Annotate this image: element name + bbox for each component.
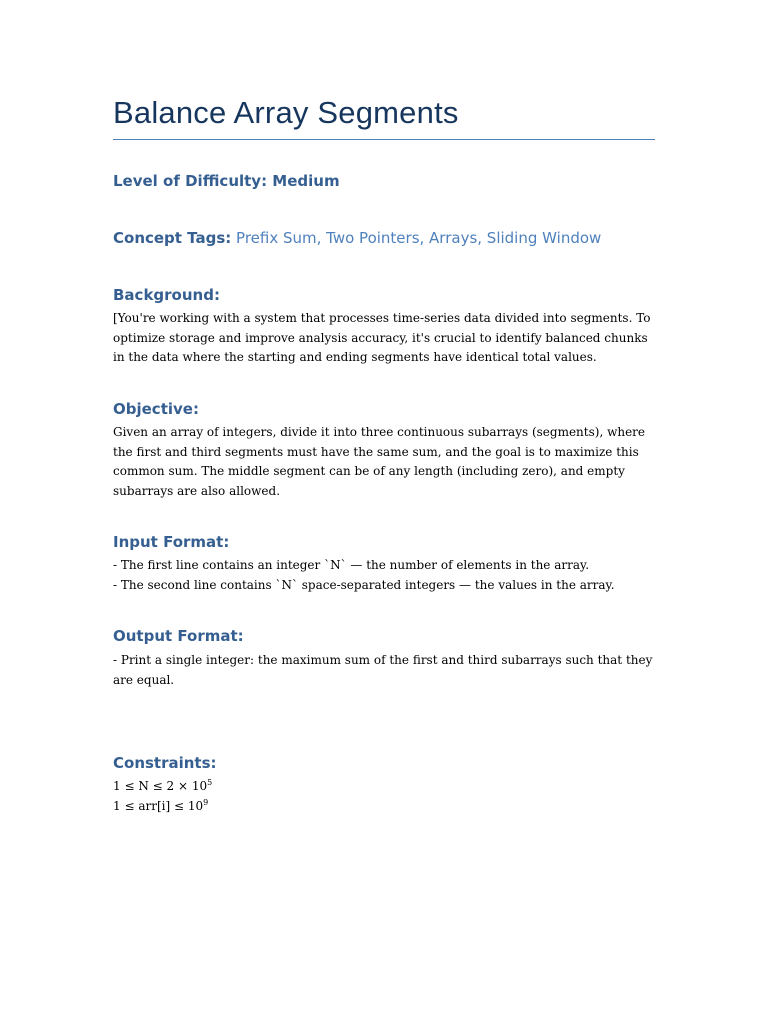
concept-tags-value: Prefix Sum, Two Pointers, Arrays, Sliding Window — [231, 229, 602, 247]
background-heading: Background: — [113, 286, 220, 304]
background-paragraph: [You're working with a system that processes time-series data divided into segments. To optimize storage and improve analysis accuracy, it's crucial to identify balanced chunks in the data where the starting and ending segments have identical total values. — [113, 311, 651, 364]
background-text — [113, 309, 658, 368]
constraint-n-exponent: 5 — [207, 778, 213, 787]
objective-heading: Objective: — [113, 400, 199, 418]
document-title: Balance Array Segments — [113, 95, 459, 130]
constraint-n — [113, 777, 658, 797]
constraint-arr — [113, 797, 658, 817]
output-format-paragraph: - Print a single integer: the maximum sum of the first and third subarrays such that they are equal. — [113, 653, 653, 687]
constraint-arr-base: 1 ≤ arr[i] ≤ 10 — [113, 798, 204, 813]
title-underline — [113, 139, 655, 140]
input-format-line: - The second line contains `N` space-separated integers — the values in the array. — [113, 577, 615, 592]
constraints-text — [113, 777, 658, 816]
concept-tags-heading — [113, 229, 601, 247]
output-format-heading: Output Format: — [113, 627, 244, 645]
input-format-line: - The first line contains an integer `N` — the number of elements in the array. — [113, 558, 590, 572]
constraint-arr-exponent: 9 — [203, 797, 209, 807]
objective-text — [113, 423, 658, 501]
constraint-n-base: 1 ≤ N ≤ 2 × 10 — [113, 779, 208, 793]
objective-paragraph: Given an array of integers, divide it into three continuous subarrays (segments), where the first and third segments must have the same sum, and the goal is to maximize this common sum. The middle segment can be of any length (including zero), and empty subarrays are also allowed. — [113, 425, 646, 498]
difficulty-heading: Level of Difficulty: Medium — [113, 172, 340, 190]
constraints-heading: Constraints: — [113, 754, 217, 772]
input-format-text — [113, 556, 658, 595]
input-format-heading: Input Format: — [113, 533, 230, 551]
concept-tags-label: Concept Tags: — [113, 229, 232, 247]
output-format-text — [113, 651, 658, 690]
